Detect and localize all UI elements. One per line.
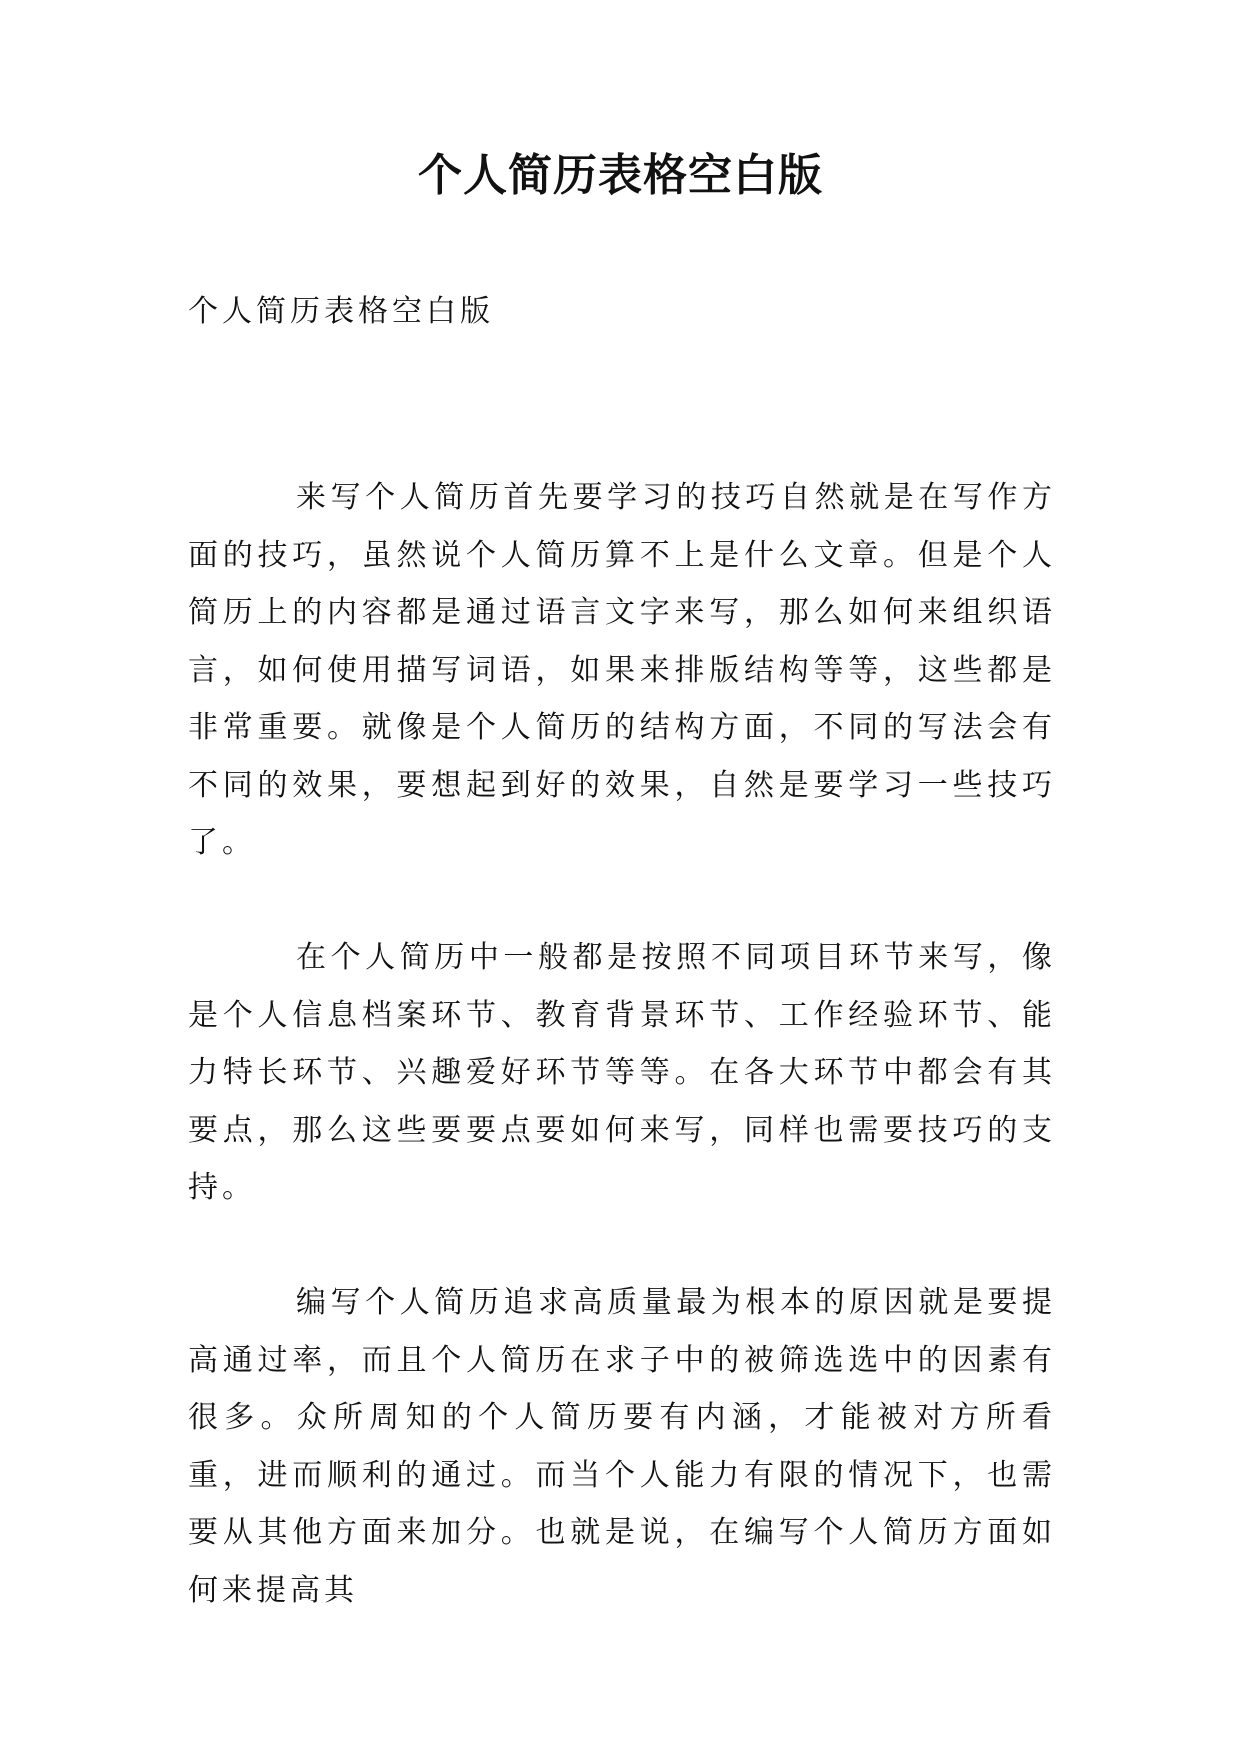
document-subtitle: 个人简历表格空白版 [188, 294, 494, 329]
document-title: 个人简历表格空白版 [418, 150, 823, 201]
body-paragraph-1: 来写个人简历首先要学习的技巧自然就是在写作方面的技巧，虽然说个人简历算不上是什么文章。但是个人简历上的内容都是通过语言文字来写，那么如何来组织语言，如何使用描写词语，如果来排版结构等等，这些都是非常重要。就像是个人简历的结构方面，不同的写法会有不同的效果，要想起到好的效果，自然是要学习一些技巧了。 [188, 480, 1056, 860]
body-paragraph-3: 编写个人简历追求高质量最为根本的原因就是要提高通过率，而且个人简历在求子中的被筛选选中的因素有很多。众所周知的个人简历要有内涵，才能被对方所看重，进而顺利的通过。而当个人能力有限的情况下，也需要从其他方面来加分。也就是说，在编写个人简历方面如何来提高其 [188, 1285, 1056, 1608]
body-paragraph-2: 在个人简历中一般都是按照不同项目环节来写，像是个人信息档案环节、教育背景环节、工作经验环节、能力特长环节、兴趣爱好环节等等。在各大环节中都会有其要点，那么这些要要点要如何来写，同样也需要技巧的支持。 [188, 940, 1056, 1205]
